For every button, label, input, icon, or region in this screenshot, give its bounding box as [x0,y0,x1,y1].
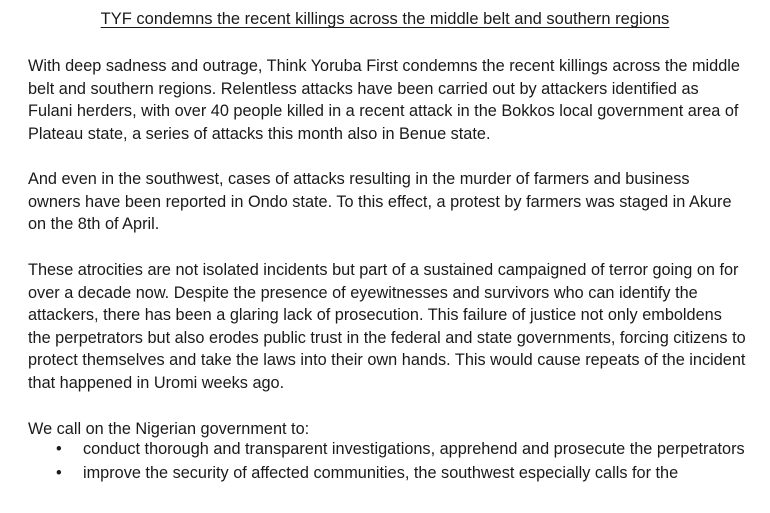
list-item-text: conduct thorough and transparent investigations, apprehend and prosecute the perpetrators [83,440,745,458]
demands-list [28,438,746,484]
paragraph-condemnation: With deep sadness and outrage, Think Yoruba First condemns the recent killings across the middle belt and southern regions. Relentless attacks have been carried out by attackers identified as Fulani herders, with over 40 people killed in a recent attack in the Bokkos local government area of Plateau state, a series of attacks this month also in Benue state. [28,57,740,143]
document-title: TYF condemns the recent killings across the middle belt and southern regions [100,10,670,28]
list-item-text: improve the security of affected communities, the southwest especially calls for the [83,463,679,482]
bullet-marker: • [56,463,62,482]
paragraph-call-to-action: We call on the Nigerian government to: [28,420,310,438]
paragraph-atrocities: These atrocities are not isolated incidents but part of a sustained campaigned of terror going on for over a decade now. Despite the presence of eyewitnesses and survivors who can identify the attackers, there has been a glaring lack of prosecution. This failure of justice not only emboldens the perpetrators but also erodes public trust in the federal and state governments, forcing citizens to protect themselves and take the laws into their own hands. This would cause repeats of the incident that happened in Uromi weeks ago. [28,261,746,392]
bullet-marker: • [56,440,62,458]
list-item [28,462,746,485]
paragraph-southwest-attacks: And even in the southwest, cases of attacks resulting in the murder of farmers and business owners have been reported in Ondo state. To this effect, a protest by farmers was staged in Akure on the 8th of April. [28,170,732,233]
list-item [28,438,746,461]
